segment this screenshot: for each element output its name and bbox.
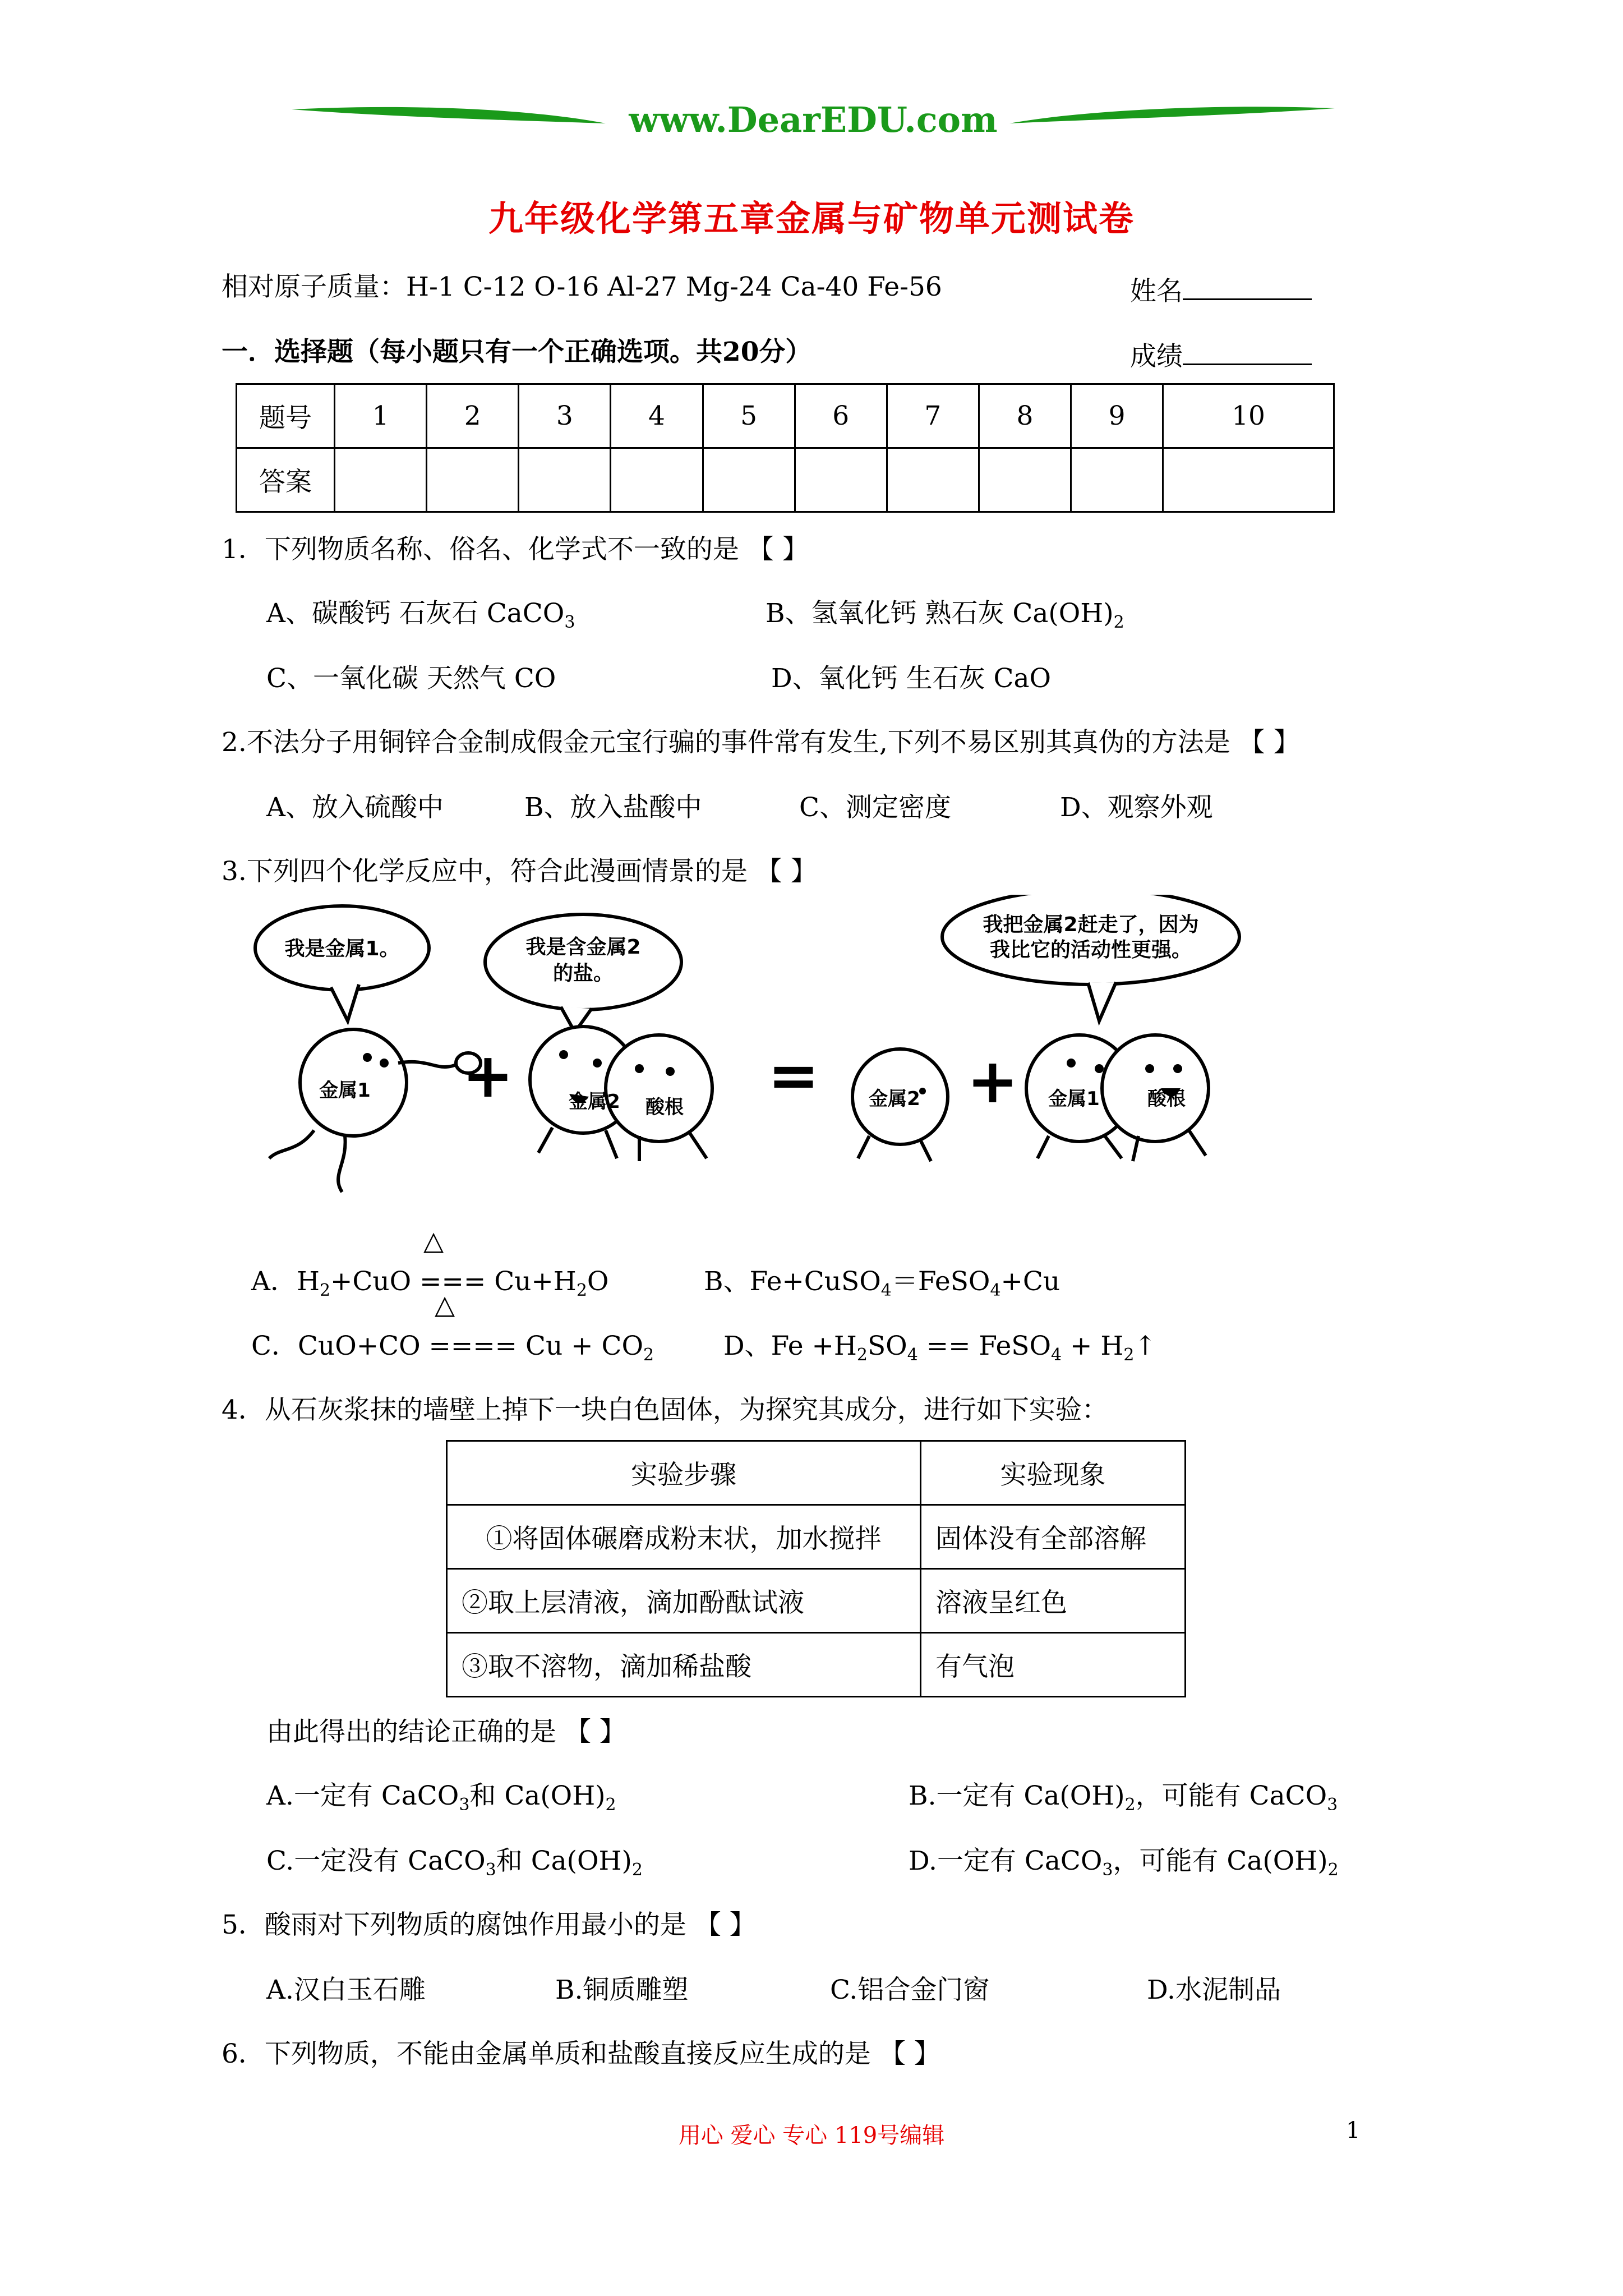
answer-cell[interactable] [979, 448, 1071, 512]
q4-conclusion: 由此得出的结论正确的是 【 】 [266, 1717, 626, 1747]
q2-option-b[interactable]: B、放入盐酸中 [524, 792, 702, 823]
q3-option-b[interactable]: B、Fe+CuSO$_4$＝FeSO$_4$+Cu [704, 1266, 1061, 1300]
answer-cell[interactable] [519, 448, 611, 512]
bubble-3-text-line1: 我把金属2赶走了，因为 [983, 913, 1199, 936]
q2-option-a[interactable]: A、放入硫酸中 [266, 792, 444, 823]
atomic-masses: 相对原子质量：H-1 C-12 O-16 Al-27 Mg-24 Ca-40 Fe-56 [222, 272, 942, 302]
name-label: 姓名 [1130, 276, 1183, 307]
answer-row-header: 答案 [237, 448, 335, 512]
page-title: 九年级化学第五章金属与矿物单元测试卷 [488, 198, 1135, 239]
metal1-label: 金属1 [319, 1079, 371, 1102]
q1-option-d[interactable]: D、氧化钙 生石灰 CaO [771, 663, 1052, 694]
acid-root-ball-left [606, 1035, 712, 1142]
acid-root-label-left: 酸根 [645, 1096, 684, 1119]
question-number: 8 [979, 384, 1071, 448]
answer-cell[interactable] [887, 448, 979, 512]
equals-sign: = [767, 1039, 820, 1111]
q2-stem: 2.不法分子用铜锌合金制成假金元宝行骗的事件常有发生,下列不易区别其真伪的方法是 【 】 [222, 727, 1300, 758]
q4-option-b[interactable]: B.一定有 $Ca(OH)_2$，可能有 CaCO$_3$ [909, 1780, 1338, 1815]
name-field[interactable] [1130, 270, 1312, 309]
q3-option-a[interactable]: A．$H_2+CuO$ === $Cu+H_2O$ [251, 1266, 609, 1300]
score-label: 成绩 [1130, 341, 1183, 372]
answer-cell[interactable] [703, 448, 795, 512]
q6-stem: 6．下列物质，不能由金属单质和盐酸直接反应生成的是 【 】 [222, 2039, 940, 2069]
q4-stem: 4．从石灰浆抹的墙壁上掉下一块白色固体，为探究其成分，进行如下实验： [222, 1395, 1108, 1425]
metal2-label-right: 金属2 [869, 1088, 920, 1110]
q3-cartoon [247, 895, 1340, 1209]
heat-symbol-c: △ [435, 1290, 455, 1320]
answer-grid-number-row [237, 384, 1334, 448]
q2-option-d[interactable]: D、观察外观 [1060, 792, 1213, 823]
table-row [447, 1569, 1186, 1633]
q4-option-a[interactable]: A.一定有 CaCO$_3$和 $Ca(OH)_2$ [266, 1780, 616, 1815]
metal1-label-right: 金属1 [1048, 1088, 1100, 1110]
question-number-header: 题号 [237, 384, 335, 448]
question-number: 5 [703, 384, 795, 448]
q1-option-c[interactable]: C、一氧化碳 天然气 CO [266, 663, 556, 694]
table-row [447, 1633, 1186, 1697]
q4-option-d[interactable]: D.一定有 CaCO$_3$，可能有 $Ca(OH)_2$ [909, 1846, 1339, 1880]
question-number: 7 [887, 384, 979, 448]
q5-stem: 5．酸雨对下列物质的腐蚀作用最小的是 【 】 [222, 1910, 756, 1940]
header-steps: 实验步骤 [447, 1441, 921, 1505]
section-heading: 一．选择题（每小题只有一个正确选项。共20分） [222, 337, 812, 367]
q5-option-c[interactable]: C.铝合金门窗 [830, 1975, 990, 2005]
answer-cell[interactable] [611, 448, 703, 512]
step-cell: ③取不溶物，滴加稀盐酸 [447, 1633, 921, 1697]
answer-cell[interactable] [1071, 448, 1163, 512]
q2-option-c[interactable]: C、测定密度 [799, 792, 951, 823]
question-number: 9 [1071, 384, 1163, 448]
table-row [447, 1505, 1186, 1569]
header-logo [292, 93, 1335, 146]
phenomenon-cell: 固体没有全部溶解 [921, 1505, 1186, 1569]
question-number: 10 [1163, 384, 1334, 448]
logo-swoosh-left [292, 107, 606, 123]
experiment-table-header [447, 1441, 1186, 1505]
bubble-2-text-line1: 我是含金属2 [525, 936, 641, 959]
heat-symbol-a: △ [423, 1226, 444, 1257]
q1-option-b[interactable]: B、氢氧化钙 熟石灰 $Ca(OH)_2$ [766, 598, 1124, 632]
answer-grid [236, 383, 1335, 513]
q5-option-d[interactable]: D.水泥制品 [1147, 1975, 1281, 2005]
phenomenon-cell: 有气泡 [921, 1633, 1186, 1697]
header-phenomena: 实验现象 [921, 1441, 1186, 1505]
answer-cell[interactable] [1163, 448, 1334, 512]
q3-stem: 3.下列四个化学反应中，符合此漫画情景的是 【 】 [222, 856, 817, 887]
bubble-1-text: 我是金属1。 [284, 937, 400, 960]
footer-editor: 用心 爱心 专心 119号编辑 [678, 2123, 945, 2148]
question-number: 4 [611, 384, 703, 448]
plus-sign-left: + [462, 1039, 514, 1111]
bubble-2-text-line2: 的盐。 [552, 962, 614, 985]
answer-cell[interactable] [335, 448, 427, 512]
question-number: 6 [795, 384, 887, 448]
score-field[interactable] [1130, 335, 1312, 374]
q1-stem: 1．下列物质名称、俗名、化学式不一致的是 【 】 [222, 534, 809, 565]
name-blank[interactable] [1183, 270, 1312, 300]
plus-sign-right: + [966, 1045, 1019, 1117]
question-number: 2 [427, 384, 519, 448]
question-number: 3 [519, 384, 611, 448]
step-cell: ②取上层清液，滴加酚酞试液 [447, 1569, 921, 1633]
experiment-table [446, 1440, 1186, 1697]
score-blank[interactable] [1183, 335, 1312, 365]
q5-option-b[interactable]: B.铜质雕塑 [555, 1975, 689, 2005]
answer-cell[interactable] [795, 448, 887, 512]
speech-bubble-3-tail [1088, 982, 1116, 1021]
phenomenon-cell: 溶液呈红色 [921, 1569, 1186, 1633]
acid-root-label-right: 酸根 [1147, 1088, 1186, 1110]
answer-grid-answer-row [237, 448, 1334, 512]
q1-option-a[interactable]: A、碳酸钙 石灰石 CaCO$_3$ [266, 598, 575, 632]
speech-bubble-1-tail [331, 984, 359, 1021]
q3-option-c[interactable]: C．CuO+CO ==== $Cu + CO_2$ [251, 1331, 654, 1365]
bubble-3-text-line2: 我比它的活动性更强。 [989, 938, 1192, 961]
page-number: 1 [1346, 2118, 1361, 2143]
logo-swoosh-right [1009, 107, 1335, 123]
step-cell: ①将固体碾磨成粉末状，加水搅拌 [447, 1505, 921, 1569]
question-number: 1 [335, 384, 427, 448]
metal2-label-left: 金属2 [569, 1091, 620, 1113]
q5-option-a[interactable]: A.汉白玉石雕 [266, 1975, 426, 2005]
q4-option-c[interactable]: C.一定没有 CaCO$_3$和 $Ca(OH)_2$ [266, 1846, 643, 1880]
answer-cell[interactable] [427, 448, 519, 512]
q3-option-d[interactable]: D、$Fe +H_2SO_4$ == FeSO$_4$ + $H_2↑$ [723, 1331, 1156, 1365]
logo-text: www.DearEDU.com [629, 99, 998, 140]
